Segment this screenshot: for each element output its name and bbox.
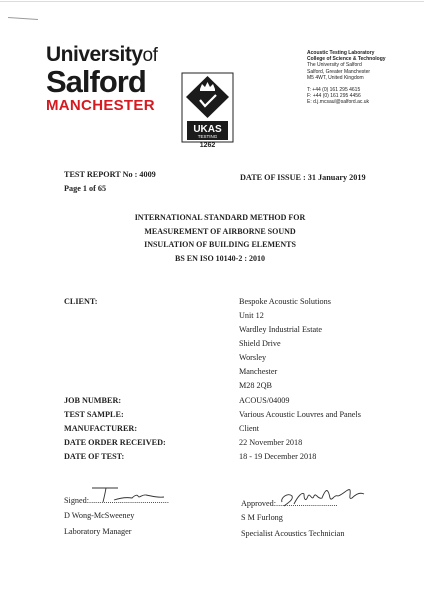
date-of-issue: DATE OF ISSUE : 31 January 2019 — [240, 173, 366, 182]
ukas-number: 1262 — [199, 142, 216, 149]
signed-field: Signed:....................................... — [64, 496, 169, 505]
ukas-mark-text: UKAS — [193, 124, 222, 135]
client-line: Bespoke Acoustic Solutions — [239, 297, 331, 306]
ukas-mark-subtext: TESTING — [197, 134, 218, 139]
logo-line-1: Universityof — [46, 43, 158, 66]
client-line: M28 2QB — [239, 381, 272, 390]
detail-label-test-sample: TEST SAMPLE: — [64, 410, 124, 419]
signed-label: Signed: — [64, 496, 90, 505]
university-logo — [46, 44, 157, 115]
signature-wong-mcsweeney — [90, 480, 170, 506]
page-count: Page 1 of 65 — [64, 184, 107, 193]
standard-line-2: MEASUREMENT OF AIRBORNE SOUND — [144, 226, 296, 236]
detail-label-manufacturer: MANUFACTURER: — [64, 424, 138, 433]
top-edge-line — [0, 1, 424, 2]
lab-email: E: d.j.mcsaul@salford.ac.uk — [307, 99, 370, 106]
standard-line-3: INSULATION OF BUILDING ELEMENTS — [144, 240, 296, 250]
lab-address-line: The University of Salford — [307, 62, 362, 69]
detail-value-date-order-received: 22 November 2018 — [239, 438, 303, 447]
lab-tel: T: +44 (0) 161 295 4615 — [307, 87, 361, 94]
approved-label: Approved: — [241, 499, 277, 508]
client-line: Shield Drive — [239, 339, 281, 348]
lab-name: Acoustic Testing Laboratory — [307, 50, 375, 56]
lab-address-line: M5 4WT, United Kingdom — [307, 74, 364, 81]
ukas-accreditation-mark — [181, 72, 234, 143]
signature-furlong — [278, 480, 366, 514]
client-line: Manchester — [239, 367, 278, 376]
scan-mark — [8, 17, 38, 20]
client-label: CLIENT: — [64, 297, 98, 306]
lab-fax: F: +44 (0) 161 295 4456 — [307, 93, 361, 100]
logo-line-2: Salford — [46, 64, 146, 99]
client-line: Unit 12 — [239, 311, 264, 320]
detail-label-date-of-test: DATE OF TEST: — [64, 452, 125, 461]
approved-field: Approved:.............................. — [241, 499, 338, 508]
detail-label-job-number: JOB NUMBER: — [64, 396, 122, 405]
standard-title — [90, 211, 350, 265]
standard-line-4: BS EN ISO 10140-2 : 2010 — [174, 253, 265, 263]
logo-line-3: MANCHESTER — [46, 97, 155, 114]
lab-address-line: Salford, Greater Manchester — [307, 68, 371, 75]
detail-value-date-of-test: 18 - 19 December 2018 — [239, 452, 317, 461]
lab-address-block — [307, 50, 419, 106]
test-report-number: TEST REPORT No : 4009 — [64, 170, 156, 179]
standard-line-1: INTERNATIONAL STANDARD METHOD FOR — [134, 213, 306, 222]
signed-name: D Wong-McSweeney — [64, 511, 135, 520]
lab-college: College of Science & Technology — [307, 56, 386, 63]
detail-value-job-number: ACOUS/04009 — [239, 396, 290, 405]
detail-value-manufacturer: Client — [239, 424, 260, 433]
approved-title: Specialist Acoustics Technician — [241, 529, 345, 538]
client-line: Worsley — [239, 353, 267, 362]
approved-name: S M Furlong — [241, 513, 283, 522]
detail-value-test-sample: Various Acoustic Louvres and Panels — [239, 410, 361, 419]
signed-title: Laboratory Manager — [64, 527, 132, 536]
client-line: Wardley Industrial Estate — [239, 325, 323, 334]
detail-label-date-order-received: DATE ORDER RECEIVED: — [64, 438, 166, 447]
